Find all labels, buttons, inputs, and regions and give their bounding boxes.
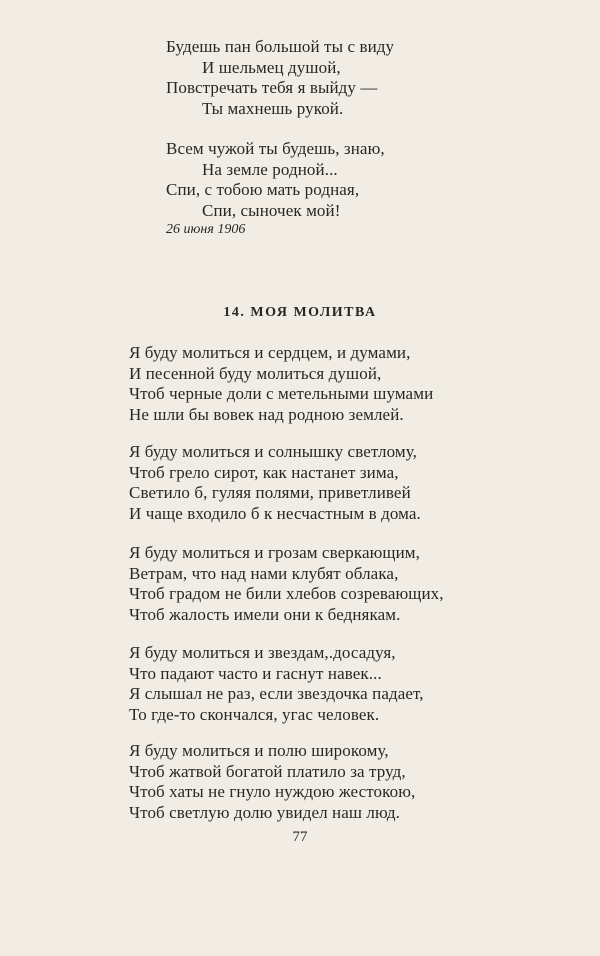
verse-line: То где-то скончался, угас человек. bbox=[129, 704, 380, 724]
poem-stanza-4 bbox=[129, 643, 424, 725]
poem-stanza-3 bbox=[129, 543, 444, 625]
verse-line: Ветрам, что над нами клубят облака, bbox=[129, 563, 399, 583]
poem-stanza-1 bbox=[129, 343, 433, 425]
verse-line: И чаще входило б к несчастным в дома. bbox=[129, 503, 421, 523]
verse-line: Не шли бы вовек над родною землей. bbox=[129, 404, 404, 424]
poem-date: 26 июня 1906 bbox=[166, 222, 246, 237]
verse-line: Повстречать тебя я выйду — bbox=[166, 78, 378, 97]
verse-line: Что падают часто и гаснут навек... bbox=[129, 663, 382, 683]
poem-heading: 14. МОЯ МОЛИТВА bbox=[223, 305, 377, 320]
verse-line: Чтоб жатвой богатой платило за труд, bbox=[129, 761, 406, 781]
verse-line: Я буду молиться и сердцем, и думами, bbox=[129, 343, 411, 362]
verse-line: Я буду молиться и звездам,.досадуя, bbox=[129, 643, 396, 662]
previous-poem-stanza-1 bbox=[166, 37, 394, 119]
verse-line: Я слышал не раз, если звездочка падает, bbox=[129, 684, 424, 703]
verse-line: Светило б, гуляя полями, приветливей bbox=[129, 483, 411, 502]
verse-line: Ты махнешь рукой. bbox=[202, 98, 344, 118]
verse-line: Спи, сыночек мой! bbox=[202, 200, 341, 220]
poem-stanza-2 bbox=[129, 442, 421, 524]
verse-line: И шельмец душой, bbox=[202, 57, 341, 77]
page-number: 77 bbox=[292, 829, 308, 845]
verse-line: Всем чужой ты будешь, знаю, bbox=[166, 139, 385, 158]
verse-line: Чтоб светлую долю увидел наш люд. bbox=[129, 802, 401, 822]
verse-line: Чтоб градом не били хлебов созревающих, bbox=[129, 584, 444, 603]
previous-poem-stanza-2 bbox=[166, 139, 385, 221]
verse-line: И песенной буду молиться душой, bbox=[129, 363, 382, 383]
verse-line: Я буду молиться и солнышку светлому, bbox=[129, 442, 417, 461]
verse-line: Я буду молиться и полю широкому, bbox=[129, 741, 389, 760]
verse-line: Спи, с тобою мать родная, bbox=[166, 180, 360, 199]
verse-line: Чтоб хаты не гнуло нуждою жестокою, bbox=[129, 782, 416, 801]
verse-line: Я буду молиться и грозам сверкающим, bbox=[129, 543, 420, 562]
verse-line: Чтоб черные доли с метельными шумами bbox=[129, 384, 434, 403]
verse-line: Чтоб жалость имели они к беднякам. bbox=[129, 604, 401, 624]
poem-stanza-5 bbox=[129, 741, 415, 823]
verse-line: Будешь пан большой ты с виду bbox=[166, 37, 395, 56]
verse-line: Чтоб грело сирот, как настанет зима, bbox=[129, 462, 399, 482]
verse-line: На земле родной... bbox=[202, 159, 338, 179]
